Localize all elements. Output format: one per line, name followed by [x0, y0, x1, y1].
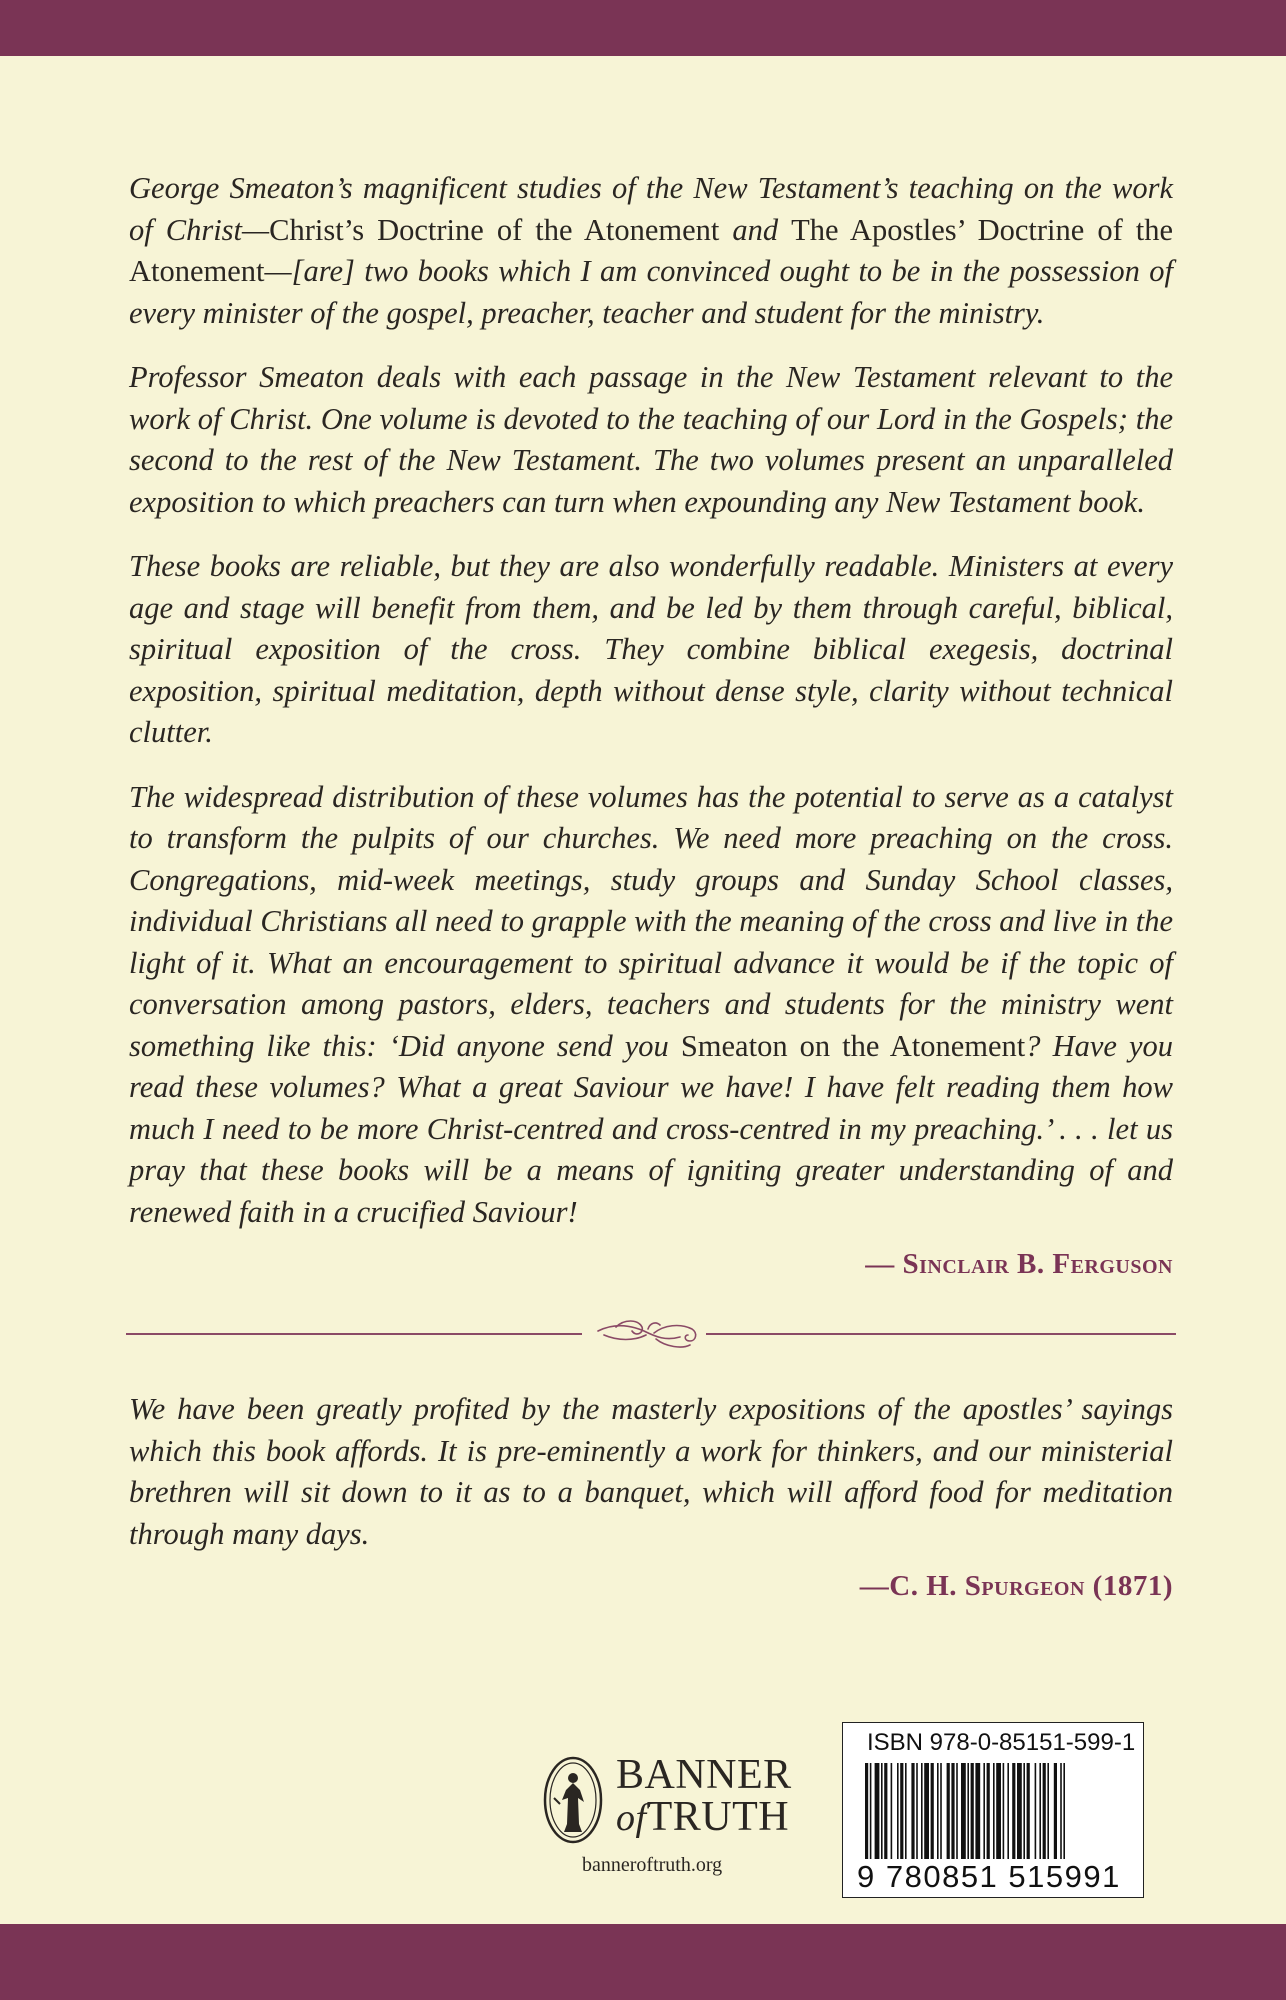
ferguson-quote-paragraph-3: These books are reliable, but they are also wonderfully readable. Ministers at every age and stage will benefit from them, and be led by them through careful, biblical, spiritual exposition of the cross. They combine biblical exegesis, doctrinal exposition, spiritual meditation, depth without dense style, clarity without technical clutter.: [129, 549, 1173, 749]
divider-line-left: [126, 1333, 582, 1335]
book-title-1: Christ’s Doctrine of the Atonement: [269, 212, 720, 247]
text-run: George Smeaton’s magnificent studies of the New Testament’s teaching on the work of Christ—: [129, 171, 1173, 247]
top-color-band: [0, 0, 1286, 56]
publisher-logo: [540, 1754, 810, 1874]
publisher-name-line-1: BANNER: [616, 1752, 792, 1798]
publisher-name-truth: TRUTH: [646, 1794, 790, 1840]
ferguson-attribution: — Sinclair B. Ferguson: [865, 1248, 1173, 1280]
book-title-3: Smeaton on the Atonement: [680, 1028, 1026, 1063]
isbn-label: ISBN 978-0-85151-599-1: [867, 1729, 1136, 1756]
isbn-barcode-box: [842, 1722, 1144, 1898]
ferguson-quote-paragraph-4: [129, 777, 1173, 1234]
bottom-color-band: [0, 1924, 1286, 2000]
preacher-emblem-icon: [540, 1754, 606, 1846]
publisher-wordmark: [616, 1754, 792, 1839]
spurgeon-attribution: —C. H. Spurgeon (1871): [859, 1570, 1173, 1602]
publisher-website: banneroftruth.org: [582, 1854, 723, 1876]
publisher-name-of: of: [616, 1797, 647, 1839]
spurgeon-quote-paragraph: We have been greatly profited by the masterly expositions of the apostles’ sayings which this book affords. It is pre-eminently a work for thinkers, and our ministerial brethren will sit down to it as to a banquet, which will afford food for meditation through many days.: [129, 1392, 1173, 1551]
text-run: and: [719, 212, 792, 247]
back-cover-text: [129, 168, 1173, 1603]
isbn-digits: 9 780851 515991: [857, 1859, 1121, 1894]
barcode-icon: [863, 1763, 1125, 1867]
ornamental-divider: [126, 1311, 1176, 1355]
text-run: ? Have you read these volumes? What a great Saviour we have! I have felt reading them how much I need to be more Christ-centred and cross-centred in my preaching.’ . . . let us pray that these books will be a means of igniting greater understanding of and renewed faith in a crucified Saviour!: [129, 1028, 1173, 1229]
flourish-ornament-icon: [594, 1311, 700, 1355]
divider-line-right: [706, 1333, 1176, 1335]
book-title-2: The Apostles’ Doctrine of the Atonement: [129, 212, 1174, 288]
text-run: —[are] two books which I am convinced ought to be in the possession of every minister of the gospel, preacher, teacher and student for the ministry.: [129, 254, 1173, 330]
ferguson-quote-paragraph-2: Professor Smeaton deals with each passage in the New Testament relevant to the work of Christ. One volume is devoted to the teaching of our Lord in the Gospels; the second to the rest of the New Testament. The two volumes present an unparalleled exposition to which preachers can turn when expounding any New Testament book.: [129, 360, 1173, 519]
text-run: The widespread distribution of these volumes has the potential to serve as a catalyst to transform the pulpits of our churches. We need more preaching on the cross. Congregations, mid-week meetings, study groups and Sunday School classes, individual Christians all need to grapple with the meaning of the cross and live in the light of it. What an encouragement to spiritual advance it would be if the topic of conversation among pastors, elders, teachers and students for the ministry went something like this: ‘Did anyone send you: [129, 779, 1173, 1063]
publisher-name-line-2: [616, 1796, 792, 1839]
ferguson-quote-paragraph-1: [129, 168, 1173, 334]
